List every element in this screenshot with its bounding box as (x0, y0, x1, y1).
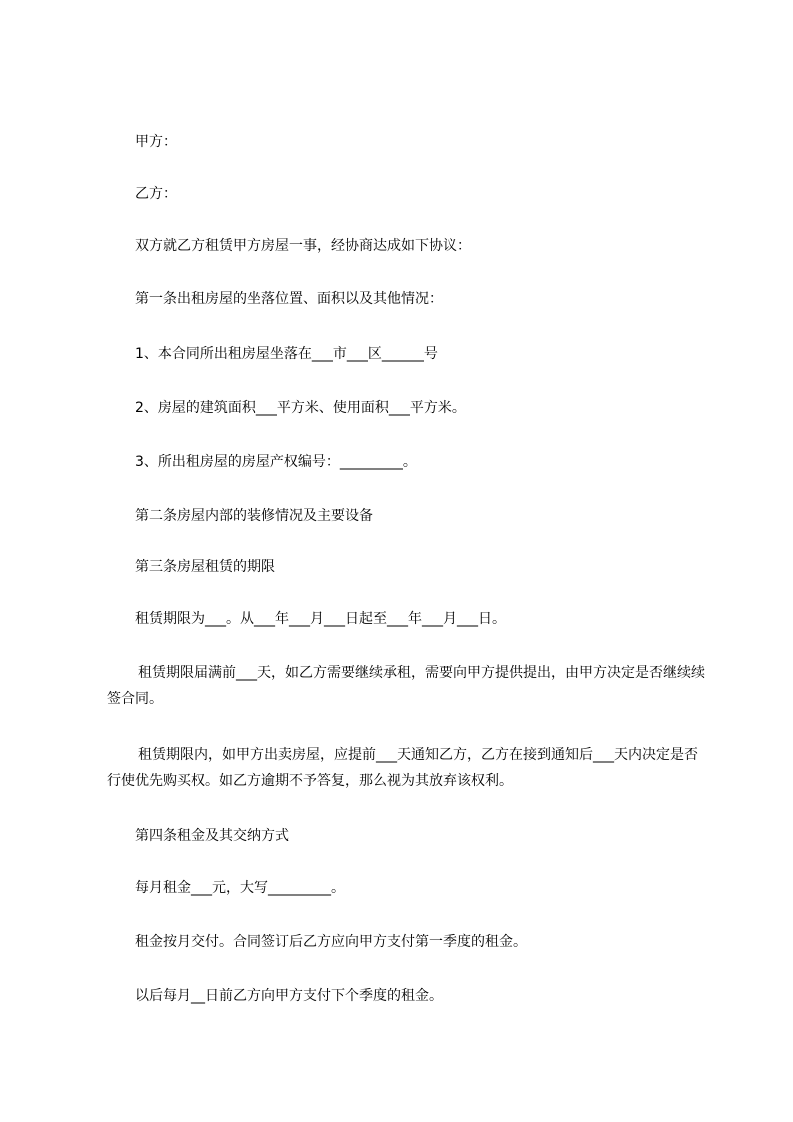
subsequent-payment-line: 以后每月__日前乙方向甲方支付下个季度的租金。 (135, 988, 443, 1004)
party-b-line: 乙方： (135, 186, 177, 202)
lease-term-line: 租赁期限为___。从___年___月___日起至___年___月___日。 (135, 611, 506, 627)
article-2-heading: 第二条房屋内部的装修情况及主要设备 (135, 508, 373, 524)
monthly-rent-line: 每月租金___元，大写_________。 (135, 880, 345, 896)
article-3-heading: 第三条房屋租赁的期限 (135, 559, 275, 575)
article-1-heading: 第一条出租房屋的坐落位置、面积以及其他情况： (135, 291, 443, 307)
rent-payment-line: 租金按月交付。合同签订后乙方应向甲方支付第一季度的租金。 (135, 934, 527, 950)
clause-1-location: 1、本合同所出租房屋坐落在___市___区______号 (135, 346, 438, 362)
clause-3-title-number: 3、所出租房屋的房屋产权编号：_________。 (135, 454, 417, 470)
party-a-line: 甲方： (135, 134, 177, 150)
article-4-heading: 第四条租金及其交纳方式 (135, 828, 289, 844)
clause-2-area: 2、房屋的建筑面积___平方米、使用面积___平方米。 (135, 400, 466, 416)
agreement-intro: 双方就乙方租赁甲方房屋一事，经协商达成如下协议： (135, 238, 471, 254)
preemption-paragraph: 租赁期限内，如甲方出卖房屋，应提前___天通知乙方，乙方在接到通知后___天内决定是否行使优先购买权。如乙方逾期不予答复，那么视为其放弃该权利。 (107, 747, 698, 789)
renewal-paragraph: 租赁期限届满前___天，如乙方需要继续承租，需要向甲方提供提出，由甲方决定是否继续续签合同。 (107, 665, 705, 707)
